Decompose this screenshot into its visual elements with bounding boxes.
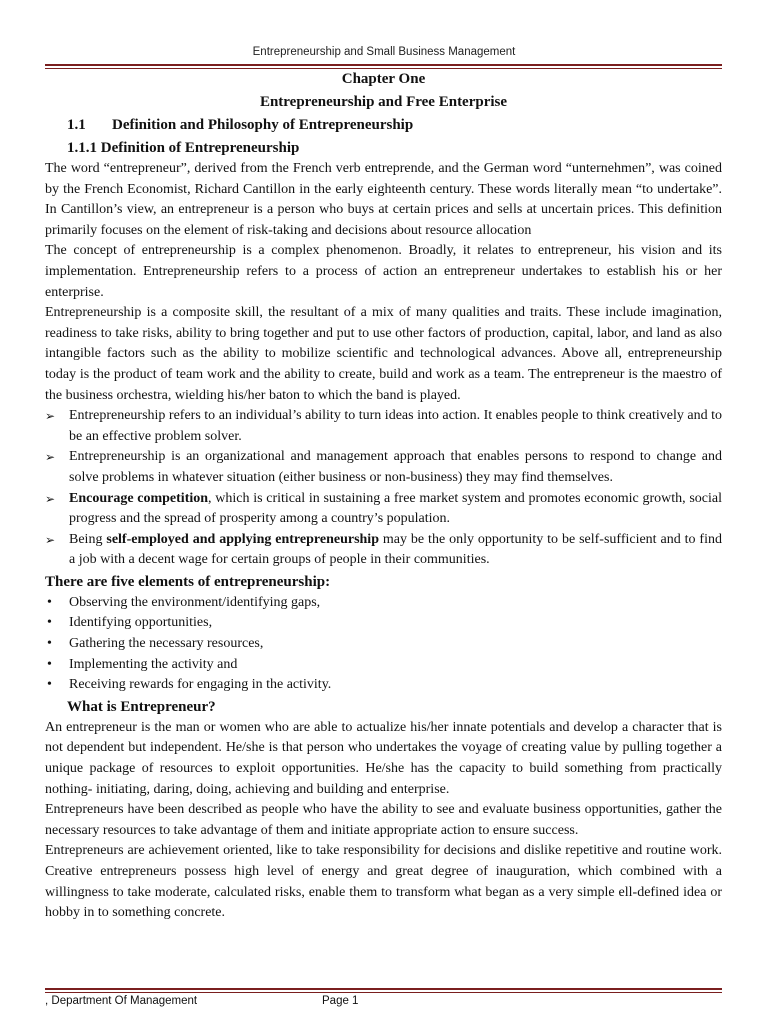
arrow-list-item bbox=[45, 489, 722, 530]
footer-rule bbox=[45, 988, 722, 993]
list-item-text: Entrepreneurship is an organizational and management approach that enables persons to respond to change and solve problems in whatever situation (either business or non-business) they may find themselves. bbox=[69, 449, 722, 485]
elements-heading: There are five elements of entrepreneurship: bbox=[45, 573, 331, 590]
list-item: • Identifying opportunities, bbox=[45, 613, 722, 634]
list-item-text: , which is critical in sustaining a free market system and promotes economic growth, social progress and the spread of prosperity among a country’s population. bbox=[69, 490, 722, 527]
list-item-bold: self-employed and applying entrepreneurship bbox=[106, 531, 379, 547]
arrow-list bbox=[45, 406, 722, 571]
section-number: 1.1 bbox=[67, 117, 86, 133]
paragraph: Entrepreneurship is a composite skill, the resultant of a mix of many qualities and traits. These include imagination, readiness to take risks, ability to bring together and put to use other factors of production, capital, labor, and land as also intangible factors such as the ability to mobilize scientific and technological advances. Above all, entrepreneurship today is the product of team work and the ability to create, build and work as a team. The entrepreneur is the maestro of the business orchestra, wielding his/her baton to which the band is played. bbox=[45, 305, 722, 403]
paragraph: The word “entrepreneur”, derived from the French verb entreprende, and the German word “unternehmen”, was coined by the French Economist, Richard Cantillon in the early eighteenth century. These words literally mean “to undertake”. In Cantillon’s view, an entrepreneur is a person who buys at certain prices and sells at uncertain prices. This definition primarily focuses on the element of risk-taking and decisions about resource allocation bbox=[45, 161, 722, 238]
list-item-text: Entrepreneurship refers to an individual’s ability to turn ideas into action. It enables people to think creatively and to be an effective problem solver. bbox=[69, 408, 722, 444]
section-heading bbox=[45, 114, 722, 137]
what-heading: What is Entrepreneur? bbox=[67, 698, 216, 715]
chapter-label: Chapter One bbox=[341, 71, 426, 87]
subsection-heading: 1.1.1 Definition of Entrepreneurship bbox=[67, 140, 300, 156]
elements-list bbox=[45, 593, 722, 696]
list-item: • Implementing the activity and bbox=[45, 655, 722, 676]
page-content bbox=[45, 68, 722, 924]
chapter-title: Entrepreneurship and Free Enterprise bbox=[259, 94, 508, 110]
list-item: • Receiving rewards for engaging in the activity. bbox=[45, 675, 722, 696]
list-item-bold: Encourage competition bbox=[69, 490, 209, 506]
arrow-list-item bbox=[45, 406, 722, 447]
section-title: Definition and Philosophy of Entrepreneurship bbox=[112, 117, 414, 133]
list-item: • Gathering the necessary resources, bbox=[45, 634, 722, 655]
paragraph: The concept of entrepreneurship is a complex phenomenon. Broadly, it relates to entrepreneur, his vision and its implementation. Entrepreneurship refers to a process of action an entrepreneur undertakes to establish his or her enterprise. bbox=[45, 243, 722, 300]
footer-department: , Department Of Management bbox=[45, 995, 198, 1007]
page-number: Page 1 bbox=[322, 995, 359, 1007]
list-item-text: may be the only opportunity to be self-sufficient and to find a job with a decent wage for certain groups of people in their communities. bbox=[69, 531, 722, 568]
list-item: • Observing the environment/identifying gaps, bbox=[45, 593, 722, 614]
arrow-list-item bbox=[45, 530, 722, 571]
paragraph: Entrepreneurs are achievement oriented, like to take responsibility for decisions and dislike repetitive and routine work. Creative entrepreneurs possess high level of energy and great degree of inauguration, which combined with a willingness to take moderate, calculated risks, enable them to transform what began as a very simple ell-defined idea or hobby in to something concrete. bbox=[45, 843, 722, 921]
paragraph: An entrepreneur is the man or women who are able to actualize his/her innate potentials and develop a character that is not dependent but independent. He/she is that person who undertakes the voyage of creating value by pulling together a unique package of resources to exploit opportunities. He/she has the capacity to build something from practically nothing- initiating, daring, doing, achieving and building and enterprise. bbox=[45, 719, 722, 797]
paragraph: Entrepreneurs have been described as people who have the ability to see and evaluate business opportunities, gather the necessary resources to take advantage of them and initiate appropriate action to ensure success. bbox=[45, 802, 722, 838]
running-header: Entrepreneurship and Small Business Management bbox=[252, 46, 516, 58]
arrow-list-item bbox=[45, 447, 722, 488]
list-item-text: Being bbox=[69, 531, 107, 547]
